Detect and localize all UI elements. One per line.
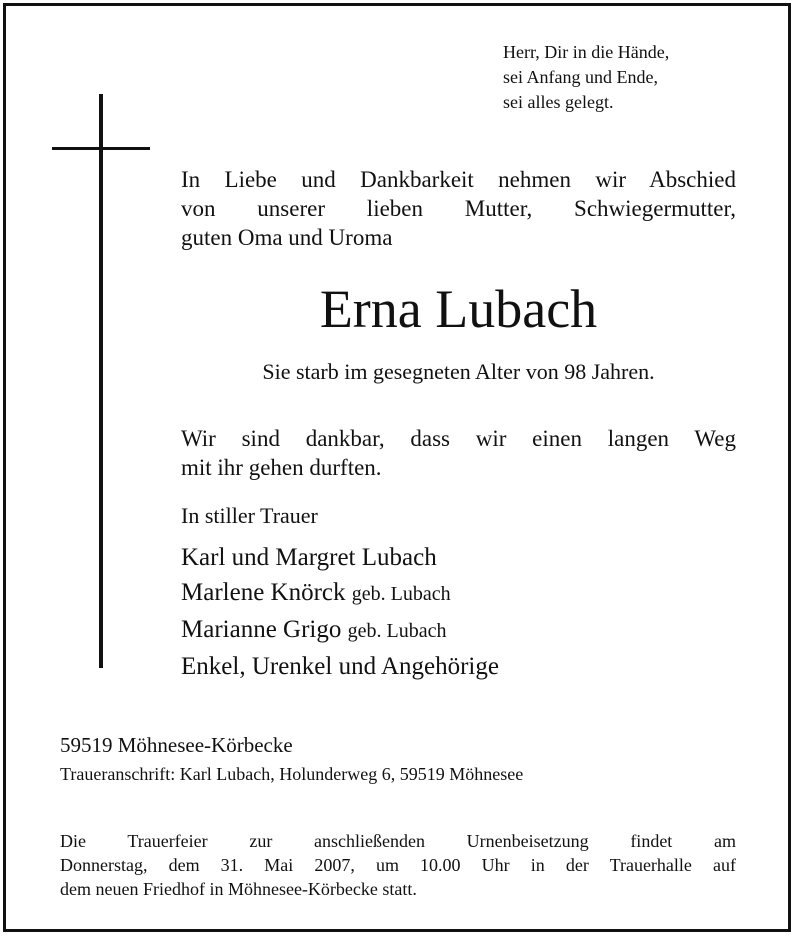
mourner-note: geb. Lubach <box>347 620 447 642</box>
farewell-intro <box>181 165 736 252</box>
verse-line: sei Anfang und Ende, <box>503 67 658 87</box>
mourner-entry <box>181 575 736 612</box>
mourner-name: Marlene Knörck <box>181 579 346 606</box>
thanks-line: mit ihr gehen durften. <box>181 455 382 480</box>
verse-line: Herr, Dir in die Hände, <box>503 42 670 62</box>
verse-line: sei alles gelegt. <box>503 92 614 112</box>
ceremony-line: Die Trauerfeier zur anschließenden Urnenbeisetzung findet am <box>60 831 736 851</box>
cross-symbol-horizontal <box>52 147 150 150</box>
mourner-name: Enkel, Urenkel und Angehörige <box>181 653 499 680</box>
intro-line: guten Oma und Uroma <box>181 225 393 250</box>
ceremony-notice <box>60 829 736 901</box>
intro-line: von unserer lieben Mutter, Schwiegermutter, <box>181 196 736 221</box>
mourner-name: Karl und Margret Lubach <box>181 544 437 571</box>
intro-line: In Liebe und Dankbarkeit nehmen wir Abschied <box>181 167 736 192</box>
mourner-entry <box>181 649 736 684</box>
age-statement: Sie starb im gesegneten Alter von 98 Jahren. <box>262 359 655 384</box>
mourning-address: Traueranschrift: Karl Lubach, Holunderweg 6, 59519 Möhnesee <box>60 764 524 784</box>
bible-verse <box>503 40 773 115</box>
place-line: 59519 Möhnesee-Körbecke <box>60 733 293 757</box>
mourning-label: In stiller Trauer <box>181 503 318 528</box>
mourners-list <box>181 540 736 684</box>
deceased-name: Erna Lubach <box>319 279 598 339</box>
cross-symbol-vertical <box>99 94 103 668</box>
mourner-entry <box>181 540 736 575</box>
thanks-paragraph <box>181 424 736 482</box>
ceremony-line: dem neuen Friedhof in Möhnesee-Körbecke statt. <box>60 879 417 899</box>
ceremony-line: Donnerstag, dem 31. Mai 2007, um 10.00 Uhr in der Trauerhalle auf <box>60 855 736 875</box>
mourner-note: geb. Lubach <box>351 583 451 605</box>
mourner-entry <box>181 612 736 649</box>
thanks-line: Wir sind dankbar, dass wir einen langen Weg <box>181 426 736 451</box>
mourner-name: Marianne Grigo <box>181 616 342 643</box>
